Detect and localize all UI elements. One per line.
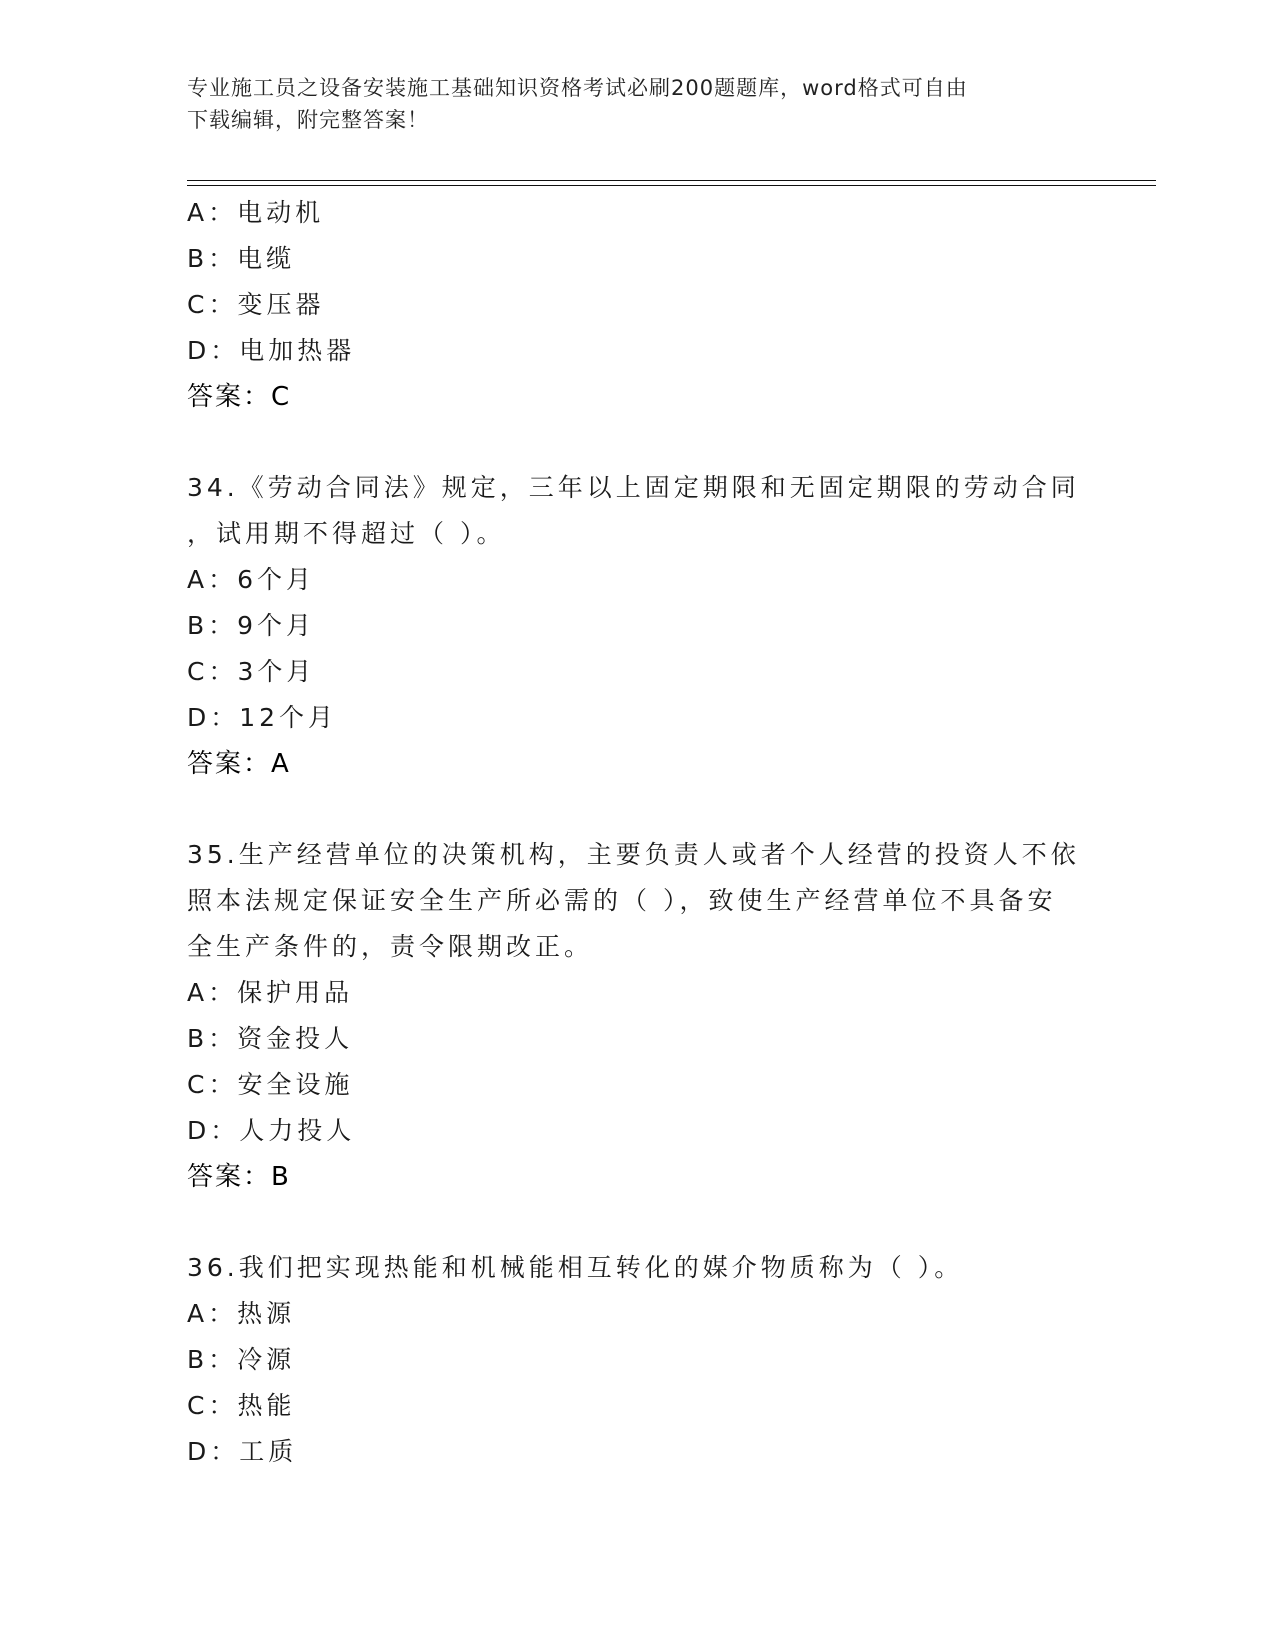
option-b: B：9个月 bbox=[187, 611, 316, 640]
option-d: D：电加热器 bbox=[187, 336, 356, 365]
question-stem: 36.我们把实现热能和机械能相互转化的媒介物质称为（ ）。 bbox=[187, 1253, 964, 1282]
question-stem: 全生产条件的，责令限期改正。 bbox=[187, 932, 594, 961]
option-a: A：电动机 bbox=[187, 198, 325, 227]
question-33 bbox=[187, 190, 1087, 420]
question-stem: 34.《劳动合同法》规定，三年以上固定期限和无固定期限的劳动合同 bbox=[187, 473, 1080, 502]
header-line-1: 专业施工员之设备安装施工基础知识资格考试必刷200题题库，word格式可自由 bbox=[187, 76, 968, 100]
answer: 答案：B bbox=[187, 1162, 291, 1192]
spacer bbox=[187, 1200, 1087, 1245]
option-a: A：6个月 bbox=[187, 565, 316, 594]
question-34 bbox=[187, 465, 1087, 787]
option-c: C：安全设施 bbox=[187, 1070, 354, 1099]
spacer bbox=[187, 787, 1087, 832]
question-stem: ，试用期不得超过（ ）。 bbox=[187, 519, 506, 548]
option-d: D：工质 bbox=[187, 1437, 298, 1466]
answer: 答案：A bbox=[187, 749, 291, 779]
question-stem: 35.生产经营单位的决策机构，主要负责人或者个人经营的投资人不依 bbox=[187, 840, 1080, 869]
header-rule-top bbox=[187, 180, 1156, 181]
option-c: C：变压器 bbox=[187, 290, 325, 319]
spacer bbox=[187, 420, 1087, 465]
header-rule-bottom bbox=[187, 185, 1156, 186]
option-a: A：保护用品 bbox=[187, 978, 354, 1007]
option-b: B：冷源 bbox=[187, 1345, 296, 1374]
option-b: B：资金投人 bbox=[187, 1024, 354, 1053]
question-35 bbox=[187, 832, 1087, 1200]
option-d: D：人力投人 bbox=[187, 1116, 356, 1145]
question-36 bbox=[187, 1245, 1087, 1475]
option-a: A：热源 bbox=[187, 1299, 296, 1328]
answer: 答案：C bbox=[187, 382, 292, 412]
option-d: D：12个月 bbox=[187, 703, 338, 732]
header-line-2: 下载编辑，附完整答案！ bbox=[187, 108, 429, 132]
option-b: B：电缆 bbox=[187, 244, 296, 273]
question-stem: 照本法规定保证安全生产所必需的（ ），致使生产经营单位不具备安 bbox=[187, 886, 1057, 915]
option-c: C：3个月 bbox=[187, 657, 316, 686]
question-list bbox=[187, 190, 1087, 1475]
option-c: C：热能 bbox=[187, 1391, 296, 1420]
document-header bbox=[187, 72, 1077, 136]
